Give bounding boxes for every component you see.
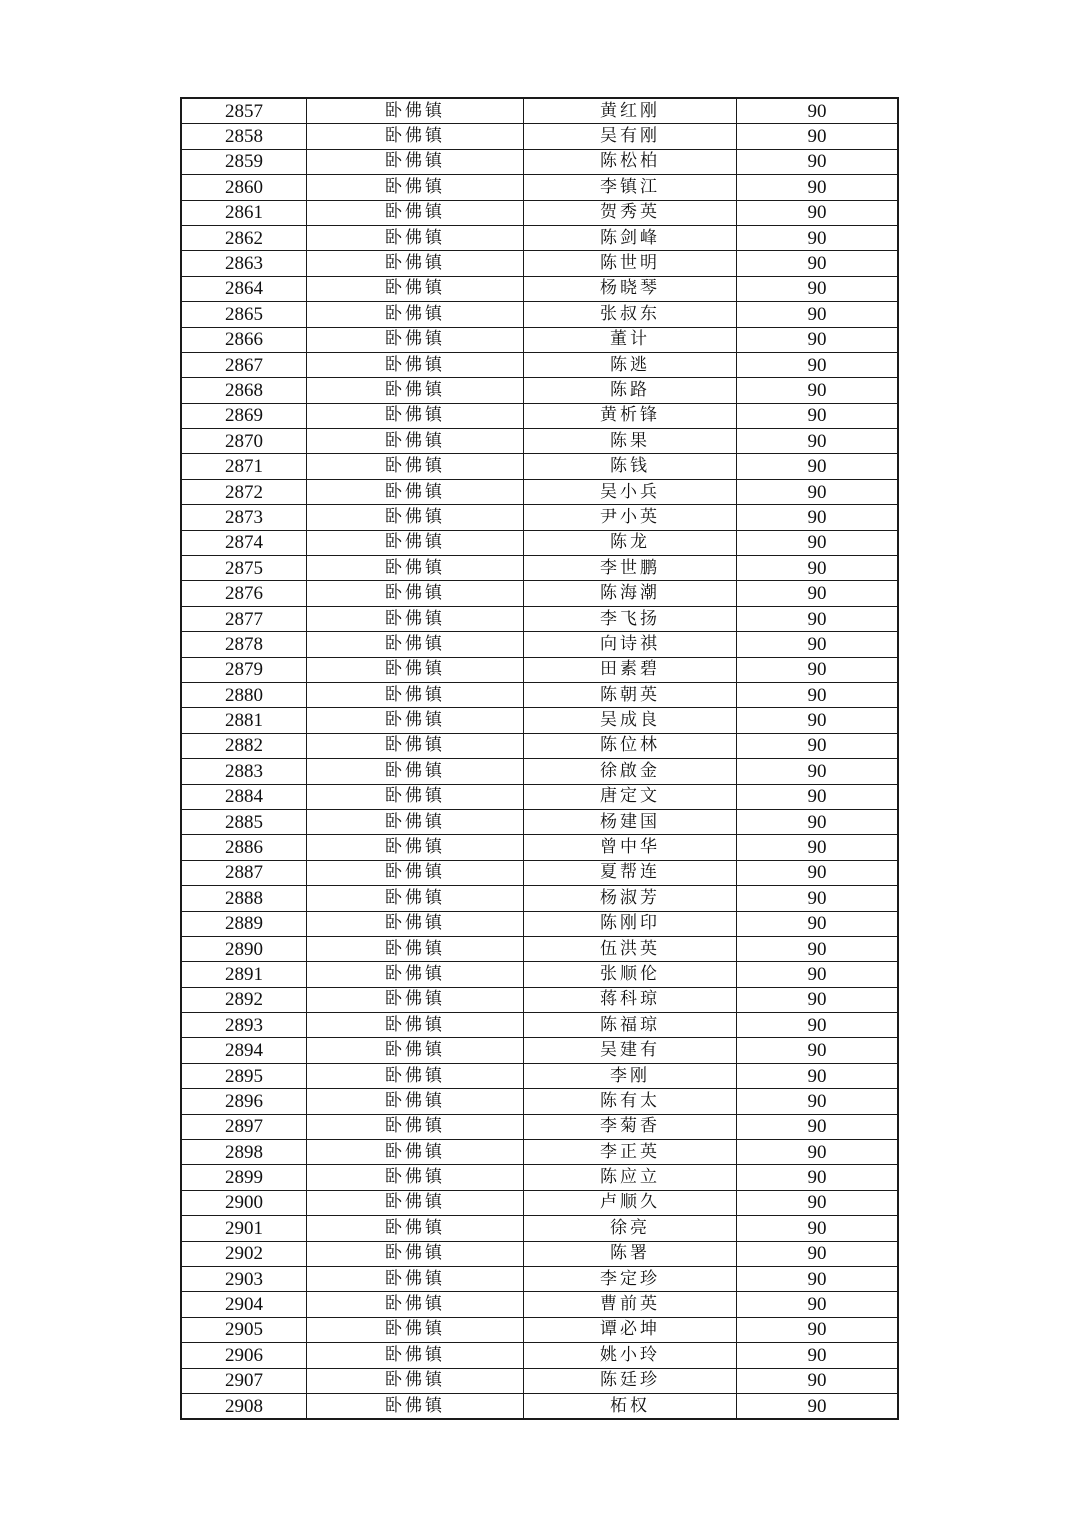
town-cell: 卧佛镇 xyxy=(307,1013,524,1038)
table-row xyxy=(181,454,898,479)
serial-number-cell: 2861 xyxy=(181,200,307,225)
town-cell: 卧佛镇 xyxy=(307,682,524,707)
town-cell: 卧佛镇 xyxy=(307,530,524,555)
score-cell: 90 xyxy=(737,1063,899,1088)
score-cell: 90 xyxy=(737,276,899,301)
person-name-cell: 徐啟金 xyxy=(524,759,737,784)
table-row xyxy=(181,1317,898,1342)
table-row xyxy=(181,606,898,631)
table-row xyxy=(181,1089,898,1114)
serial-number-cell: 2872 xyxy=(181,479,307,504)
score-cell: 90 xyxy=(737,632,899,657)
serial-number-cell: 2865 xyxy=(181,302,307,327)
person-name-cell: 杨建国 xyxy=(524,809,737,834)
table-row xyxy=(181,124,898,149)
serial-number-cell: 2875 xyxy=(181,556,307,581)
person-name-cell: 陈福琼 xyxy=(524,1013,737,1038)
score-cell: 90 xyxy=(737,708,899,733)
person-name-cell: 陈果 xyxy=(524,429,737,454)
table-row xyxy=(181,632,898,657)
serial-number-cell: 2867 xyxy=(181,352,307,377)
serial-number-cell: 2857 xyxy=(181,98,307,124)
town-cell: 卧佛镇 xyxy=(307,1216,524,1241)
person-name-cell: 陈剑峰 xyxy=(524,225,737,250)
person-name-cell: 贺秀英 xyxy=(524,200,737,225)
score-cell: 90 xyxy=(737,936,899,961)
town-cell: 卧佛镇 xyxy=(307,1266,524,1291)
table-row xyxy=(181,657,898,682)
score-cell: 90 xyxy=(737,657,899,682)
person-name-cell: 柘权 xyxy=(524,1393,737,1419)
serial-number-cell: 2894 xyxy=(181,1038,307,1063)
person-name-cell: 陈路 xyxy=(524,378,737,403)
score-cell: 90 xyxy=(737,1393,899,1419)
town-cell: 卧佛镇 xyxy=(307,1317,524,1342)
score-cell: 90 xyxy=(737,860,899,885)
serial-number-cell: 2906 xyxy=(181,1343,307,1368)
person-name-cell: 吴有刚 xyxy=(524,124,737,149)
serial-number-cell: 2908 xyxy=(181,1393,307,1419)
serial-number-cell: 2880 xyxy=(181,682,307,707)
town-cell: 卧佛镇 xyxy=(307,606,524,631)
serial-number-cell: 2873 xyxy=(181,505,307,530)
table-row xyxy=(181,860,898,885)
person-name-cell: 田素碧 xyxy=(524,657,737,682)
score-cell: 90 xyxy=(737,1038,899,1063)
serial-number-cell: 2859 xyxy=(181,149,307,174)
table-row xyxy=(181,886,898,911)
score-cell: 90 xyxy=(737,1266,899,1291)
table-row xyxy=(181,175,898,200)
town-cell: 卧佛镇 xyxy=(307,632,524,657)
town-cell: 卧佛镇 xyxy=(307,1089,524,1114)
person-name-cell: 陈位林 xyxy=(524,733,737,758)
person-name-cell: 陈世明 xyxy=(524,251,737,276)
town-cell: 卧佛镇 xyxy=(307,454,524,479)
serial-number-cell: 2892 xyxy=(181,987,307,1012)
table-row xyxy=(181,759,898,784)
town-cell: 卧佛镇 xyxy=(307,1292,524,1317)
table-row xyxy=(181,1063,898,1088)
serial-number-cell: 2899 xyxy=(181,1165,307,1190)
table-row xyxy=(181,809,898,834)
person-name-cell: 夏帮连 xyxy=(524,860,737,885)
town-cell: 卧佛镇 xyxy=(307,175,524,200)
serial-number-cell: 2866 xyxy=(181,327,307,352)
table-row xyxy=(181,352,898,377)
serial-number-cell: 2858 xyxy=(181,124,307,149)
person-name-cell: 曹前英 xyxy=(524,1292,737,1317)
person-name-cell: 谭必坤 xyxy=(524,1317,737,1342)
serial-number-cell: 2869 xyxy=(181,403,307,428)
serial-number-cell: 2902 xyxy=(181,1241,307,1266)
serial-number-cell: 2876 xyxy=(181,581,307,606)
person-name-cell: 陈廷珍 xyxy=(524,1368,737,1393)
town-cell: 卧佛镇 xyxy=(307,479,524,504)
table-row xyxy=(181,581,898,606)
serial-number-cell: 2883 xyxy=(181,759,307,784)
score-cell: 90 xyxy=(737,1241,899,1266)
serial-number-cell: 2897 xyxy=(181,1114,307,1139)
person-name-cell: 陈朝英 xyxy=(524,682,737,707)
person-name-cell: 陈署 xyxy=(524,1241,737,1266)
serial-number-cell: 2878 xyxy=(181,632,307,657)
person-name-cell: 黄析锋 xyxy=(524,403,737,428)
serial-number-cell: 2877 xyxy=(181,606,307,631)
serial-number-cell: 2895 xyxy=(181,1063,307,1088)
person-name-cell: 黄红刚 xyxy=(524,98,737,124)
score-cell: 90 xyxy=(737,1368,899,1393)
town-cell: 卧佛镇 xyxy=(307,1038,524,1063)
serial-number-cell: 2898 xyxy=(181,1140,307,1165)
serial-number-cell: 2871 xyxy=(181,454,307,479)
serial-number-cell: 2886 xyxy=(181,835,307,860)
person-name-cell: 陈龙 xyxy=(524,530,737,555)
table-row xyxy=(181,1393,898,1419)
table-row xyxy=(181,733,898,758)
town-cell: 卧佛镇 xyxy=(307,556,524,581)
score-cell: 90 xyxy=(737,98,899,124)
town-cell: 卧佛镇 xyxy=(307,327,524,352)
table-row xyxy=(181,1343,898,1368)
person-name-cell: 尹小英 xyxy=(524,505,737,530)
table-row xyxy=(181,1292,898,1317)
score-cell: 90 xyxy=(737,581,899,606)
score-cell: 90 xyxy=(737,733,899,758)
score-cell: 90 xyxy=(737,429,899,454)
table-row xyxy=(181,1368,898,1393)
score-cell: 90 xyxy=(737,251,899,276)
score-cell: 90 xyxy=(737,1317,899,1342)
score-cell: 90 xyxy=(737,1114,899,1139)
town-cell: 卧佛镇 xyxy=(307,657,524,682)
person-name-cell: 陈逃 xyxy=(524,352,737,377)
score-cell: 90 xyxy=(737,403,899,428)
person-name-cell: 徐亮 xyxy=(524,1216,737,1241)
town-cell: 卧佛镇 xyxy=(307,835,524,860)
table-row xyxy=(181,505,898,530)
town-cell: 卧佛镇 xyxy=(307,1063,524,1088)
table-row xyxy=(181,251,898,276)
score-cell: 90 xyxy=(737,1190,899,1215)
town-cell: 卧佛镇 xyxy=(307,911,524,936)
serial-number-cell: 2903 xyxy=(181,1266,307,1291)
roster-table-body xyxy=(181,98,898,1419)
serial-number-cell: 2885 xyxy=(181,809,307,834)
town-cell: 卧佛镇 xyxy=(307,581,524,606)
person-name-cell: 张顺伦 xyxy=(524,962,737,987)
table-row xyxy=(181,1241,898,1266)
town-cell: 卧佛镇 xyxy=(307,733,524,758)
person-name-cell: 陈海潮 xyxy=(524,581,737,606)
serial-number-cell: 2890 xyxy=(181,936,307,961)
table-row xyxy=(181,835,898,860)
table-row xyxy=(181,682,898,707)
score-cell: 90 xyxy=(737,149,899,174)
score-cell: 90 xyxy=(737,479,899,504)
person-name-cell: 姚小玲 xyxy=(524,1343,737,1368)
score-cell: 90 xyxy=(737,454,899,479)
town-cell: 卧佛镇 xyxy=(307,987,524,1012)
table-row xyxy=(181,200,898,225)
person-name-cell: 李定珍 xyxy=(524,1266,737,1291)
score-cell: 90 xyxy=(737,682,899,707)
serial-number-cell: 2904 xyxy=(181,1292,307,1317)
score-cell: 90 xyxy=(737,1140,899,1165)
person-name-cell: 李正英 xyxy=(524,1140,737,1165)
town-cell: 卧佛镇 xyxy=(307,1140,524,1165)
town-cell: 卧佛镇 xyxy=(307,98,524,124)
serial-number-cell: 2868 xyxy=(181,378,307,403)
serial-number-cell: 2862 xyxy=(181,225,307,250)
town-cell: 卧佛镇 xyxy=(307,200,524,225)
table-row xyxy=(181,987,898,1012)
table-row xyxy=(181,302,898,327)
town-cell: 卧佛镇 xyxy=(307,1368,524,1393)
table-row xyxy=(181,1140,898,1165)
person-name-cell: 陈有太 xyxy=(524,1089,737,1114)
table-row xyxy=(181,98,898,124)
table-row xyxy=(181,1190,898,1215)
town-cell: 卧佛镇 xyxy=(307,1165,524,1190)
table-row xyxy=(181,327,898,352)
town-cell: 卧佛镇 xyxy=(307,1190,524,1215)
table-row xyxy=(181,784,898,809)
serial-number-cell: 2881 xyxy=(181,708,307,733)
town-cell: 卧佛镇 xyxy=(307,784,524,809)
serial-number-cell: 2884 xyxy=(181,784,307,809)
table-row xyxy=(181,708,898,733)
town-cell: 卧佛镇 xyxy=(307,251,524,276)
serial-number-cell: 2879 xyxy=(181,657,307,682)
town-cell: 卧佛镇 xyxy=(307,352,524,377)
table-row xyxy=(181,378,898,403)
table-row xyxy=(181,149,898,174)
score-cell: 90 xyxy=(737,987,899,1012)
person-name-cell: 陈刚印 xyxy=(524,911,737,936)
score-cell: 90 xyxy=(737,327,899,352)
score-cell: 90 xyxy=(737,225,899,250)
table-row xyxy=(181,530,898,555)
serial-number-cell: 2905 xyxy=(181,1317,307,1342)
town-cell: 卧佛镇 xyxy=(307,1114,524,1139)
town-cell: 卧佛镇 xyxy=(307,809,524,834)
person-name-cell: 吴成良 xyxy=(524,708,737,733)
town-cell: 卧佛镇 xyxy=(307,1241,524,1266)
town-cell: 卧佛镇 xyxy=(307,936,524,961)
score-cell: 90 xyxy=(737,809,899,834)
table-row xyxy=(181,1114,898,1139)
score-cell: 90 xyxy=(737,530,899,555)
person-name-cell: 卢顺久 xyxy=(524,1190,737,1215)
town-cell: 卧佛镇 xyxy=(307,149,524,174)
table-row xyxy=(181,1038,898,1063)
table-row xyxy=(181,962,898,987)
score-cell: 90 xyxy=(737,1165,899,1190)
table-row xyxy=(181,1013,898,1038)
person-name-cell: 李飞扬 xyxy=(524,606,737,631)
person-name-cell: 陈应立 xyxy=(524,1165,737,1190)
score-cell: 90 xyxy=(737,1292,899,1317)
town-cell: 卧佛镇 xyxy=(307,429,524,454)
town-cell: 卧佛镇 xyxy=(307,276,524,301)
table-row xyxy=(181,225,898,250)
score-cell: 90 xyxy=(737,556,899,581)
person-name-cell: 曾中华 xyxy=(524,835,737,860)
serial-number-cell: 2864 xyxy=(181,276,307,301)
score-cell: 90 xyxy=(737,1089,899,1114)
table-row xyxy=(181,1216,898,1241)
town-cell: 卧佛镇 xyxy=(307,759,524,784)
town-cell: 卧佛镇 xyxy=(307,1393,524,1419)
serial-number-cell: 2907 xyxy=(181,1368,307,1393)
score-cell: 90 xyxy=(737,352,899,377)
person-name-cell: 陈松柏 xyxy=(524,149,737,174)
score-cell: 90 xyxy=(737,911,899,936)
town-cell: 卧佛镇 xyxy=(307,378,524,403)
serial-number-cell: 2889 xyxy=(181,911,307,936)
score-cell: 90 xyxy=(737,886,899,911)
town-cell: 卧佛镇 xyxy=(307,962,524,987)
serial-number-cell: 2863 xyxy=(181,251,307,276)
score-cell: 90 xyxy=(737,505,899,530)
serial-number-cell: 2900 xyxy=(181,1190,307,1215)
score-cell: 90 xyxy=(737,759,899,784)
town-cell: 卧佛镇 xyxy=(307,1343,524,1368)
person-name-cell: 唐定文 xyxy=(524,784,737,809)
person-name-cell: 李刚 xyxy=(524,1063,737,1088)
person-name-cell: 杨晓琴 xyxy=(524,276,737,301)
serial-number-cell: 2860 xyxy=(181,175,307,200)
person-name-cell: 吴建有 xyxy=(524,1038,737,1063)
score-cell: 90 xyxy=(737,1216,899,1241)
table-row xyxy=(181,429,898,454)
score-cell: 90 xyxy=(737,1013,899,1038)
table-row xyxy=(181,1165,898,1190)
person-name-cell: 董计 xyxy=(524,327,737,352)
table-row xyxy=(181,403,898,428)
town-cell: 卧佛镇 xyxy=(307,302,524,327)
person-name-cell: 蒋科琼 xyxy=(524,987,737,1012)
score-cell: 90 xyxy=(737,835,899,860)
person-name-cell: 向诗祺 xyxy=(524,632,737,657)
roster-table xyxy=(180,97,899,1420)
person-name-cell: 李镇江 xyxy=(524,175,737,200)
score-cell: 90 xyxy=(737,784,899,809)
table-row xyxy=(181,479,898,504)
serial-number-cell: 2874 xyxy=(181,530,307,555)
serial-number-cell: 2887 xyxy=(181,860,307,885)
town-cell: 卧佛镇 xyxy=(307,403,524,428)
person-name-cell: 伍洪英 xyxy=(524,936,737,961)
score-cell: 90 xyxy=(737,200,899,225)
person-name-cell: 陈钱 xyxy=(524,454,737,479)
town-cell: 卧佛镇 xyxy=(307,886,524,911)
person-name-cell: 张叔东 xyxy=(524,302,737,327)
serial-number-cell: 2870 xyxy=(181,429,307,454)
town-cell: 卧佛镇 xyxy=(307,124,524,149)
score-cell: 90 xyxy=(737,175,899,200)
score-cell: 90 xyxy=(737,962,899,987)
person-name-cell: 杨淑芳 xyxy=(524,886,737,911)
serial-number-cell: 2901 xyxy=(181,1216,307,1241)
town-cell: 卧佛镇 xyxy=(307,505,524,530)
score-cell: 90 xyxy=(737,378,899,403)
person-name-cell: 吴小兵 xyxy=(524,479,737,504)
table-row xyxy=(181,556,898,581)
table-row xyxy=(181,276,898,301)
score-cell: 90 xyxy=(737,1343,899,1368)
table-row xyxy=(181,911,898,936)
score-cell: 90 xyxy=(737,124,899,149)
serial-number-cell: 2893 xyxy=(181,1013,307,1038)
person-name-cell: 李世鹏 xyxy=(524,556,737,581)
table-row xyxy=(181,1266,898,1291)
town-cell: 卧佛镇 xyxy=(307,225,524,250)
person-name-cell: 李菊香 xyxy=(524,1114,737,1139)
serial-number-cell: 2891 xyxy=(181,962,307,987)
score-cell: 90 xyxy=(737,302,899,327)
town-cell: 卧佛镇 xyxy=(307,708,524,733)
town-cell: 卧佛镇 xyxy=(307,860,524,885)
serial-number-cell: 2888 xyxy=(181,886,307,911)
table-row xyxy=(181,936,898,961)
serial-number-cell: 2882 xyxy=(181,733,307,758)
score-cell: 90 xyxy=(737,606,899,631)
serial-number-cell: 2896 xyxy=(181,1089,307,1114)
